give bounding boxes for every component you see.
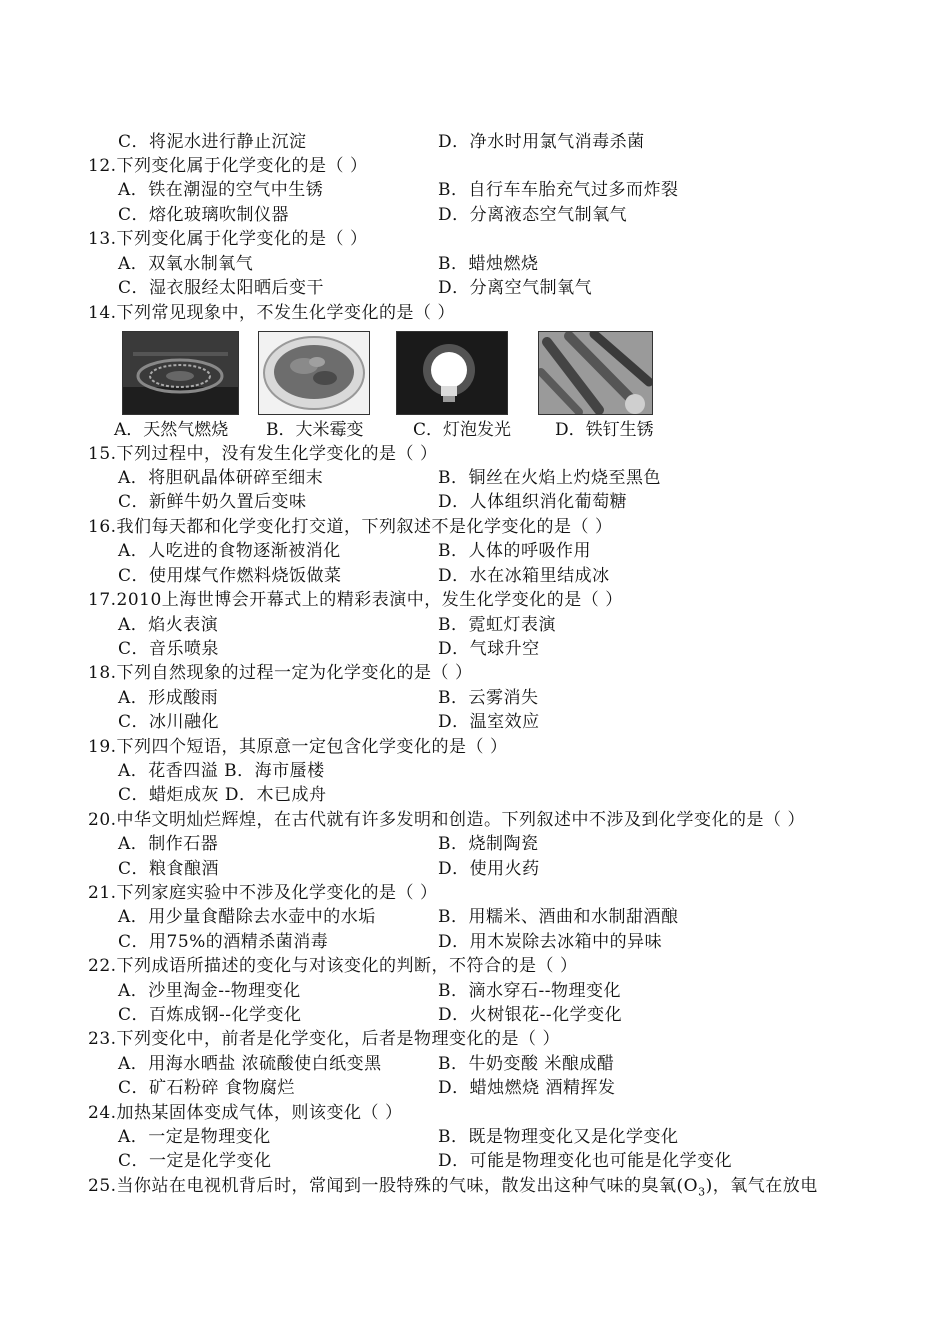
answer-option: A．一定是物理变化 <box>118 1127 271 1147</box>
answer-option: D．水在冰箱里结成冰 <box>438 566 610 586</box>
question-25 <box>88 1174 818 1204</box>
q14-option-b: B．大米霉变 <box>266 420 364 440</box>
answer-option: B．牛奶变酸 米酿成醋 <box>438 1054 615 1074</box>
answer-option: C．冰川融化 <box>118 712 220 732</box>
rusty-nails-icon <box>538 331 653 415</box>
answer-option: C．湿衣服经太阳晒后变干 <box>118 278 325 298</box>
q25-subscript: 3 <box>698 1185 706 1199</box>
answer-option: A．用海水晒盐 浓硫酸使白纸变黑 <box>118 1054 382 1074</box>
question-stem: 18.下列自然现象的过程一定为化学变化的是（ ） <box>88 663 473 683</box>
answer-option: A．双氧水制氧气 <box>118 254 254 274</box>
question-stem: 15.下列过程中，没有发生化学变化的是（ ） <box>88 444 438 464</box>
answer-option: A．沙里淘金--物理变化 <box>118 981 301 1001</box>
answer-option: A．制作石器 <box>118 834 219 854</box>
question-stem: 13.下列变化属于化学变化的是（ ） <box>88 229 368 249</box>
answer-option: C．使用煤气作燃料烧饭做菜 <box>118 566 342 586</box>
answer-option: A．铁在潮湿的空气中生锈 <box>118 180 324 200</box>
answer-option: B．铜丝在火焰上灼烧至黑色 <box>438 468 661 488</box>
answer-option: A．将胆矾晶体研碎至细末 <box>118 468 324 488</box>
answer-option: D．净水时用氯气消毒杀菌 <box>438 132 645 152</box>
q14-option-a: A．天然气燃烧 <box>114 420 229 440</box>
answer-option: C．百炼成钢--化学变化 <box>118 1005 302 1025</box>
answer-option: C．音乐喷泉 <box>118 639 220 659</box>
answer-option: A．用少量食醋除去水壶中的水垢 <box>118 907 376 927</box>
answer-option: B．既是物理变化又是化学变化 <box>438 1127 679 1147</box>
answer-option: D．火树银花--化学变化 <box>438 1005 623 1025</box>
question-stem: 24.加热某固体变成气体，则该变化（ ） <box>88 1103 403 1123</box>
light-bulb-icon <box>396 331 508 415</box>
question-stem: 20.中华文明灿烂辉煌，在古代就有许多发明和创造。下列叙述中不涉及到化学变化的是（ ） <box>88 810 805 830</box>
question-stem: 19.下列四个短语，其原意一定包含化学变化的是（ ） <box>88 737 508 757</box>
answer-option: B．云雾消失 <box>438 688 539 708</box>
answer-option: B．自行车车胎充气过多而炸裂 <box>438 180 679 200</box>
answer-option: C．矿石粉碎 食物腐烂 <box>118 1078 295 1098</box>
question-stem: 21.下列家庭实验中不涉及化学变化的是（ ） <box>88 883 438 903</box>
answer-option: D．人体组织消化葡萄糖 <box>438 492 628 512</box>
question-stem: 23.下列变化中，前者是化学变化，后者是物理变化的是（ ） <box>88 1029 560 1049</box>
answer-option: D．分离液态空气制氧气 <box>438 205 628 225</box>
answer-option: D．使用火药 <box>438 859 540 879</box>
answer-option: A．花香四溢 B．海市蜃楼 <box>118 761 325 781</box>
question-stem: 12.下列变化属于化学变化的是（ ） <box>88 156 368 176</box>
q14-option-c: C．灯泡发光 <box>413 420 512 440</box>
answer-option: C．用75%的酒精杀菌消毒 <box>118 932 329 952</box>
answer-option: D．分离空气制氧气 <box>438 278 593 298</box>
answer-option: B．蜡烛燃烧 <box>438 254 539 274</box>
answer-option: B．用糯米、酒曲和水制甜酒酿 <box>438 907 679 927</box>
answer-option: C．将泥水进行静止沉淀 <box>118 132 307 152</box>
answer-option: C．蜡炬成灰 D．木已成舟 <box>118 785 327 805</box>
answer-option: C．熔化玻璃吹制仪器 <box>118 205 290 225</box>
q25-text-before: 25.当你站在电视机背后时，常闻到一股特殊的气味，散发出这种气味的臭氧(O <box>88 1176 699 1196</box>
answer-option: B．霓虹灯表演 <box>438 615 556 635</box>
answer-option: D．温室效应 <box>438 712 540 732</box>
answer-option: D．可能是物理变化也可能是化学变化 <box>438 1151 733 1171</box>
question-stem: 22.下列成语所描述的变化与对该变化的判断，不符合的是（ ） <box>88 956 578 976</box>
answer-option: D．用木炭除去冰箱中的异味 <box>438 932 663 952</box>
question-stem: 16.我们每天都和化学变化打交道，下列叙述不是化学变化的是（ ） <box>88 517 613 537</box>
q25-text-after: )，氧气在放电 <box>705 1176 818 1196</box>
question-stem: 14.下列常见现象中，不发生化学变化的是（ ） <box>88 303 455 323</box>
answer-option: B．滴水穿石--物理变化 <box>438 981 621 1001</box>
q14-option-d: D．铁钉生锈 <box>555 420 654 440</box>
answer-option: D．气球升空 <box>438 639 540 659</box>
answer-option: B．烧制陶瓷 <box>438 834 539 854</box>
gas-stove-flame-icon <box>122 331 239 415</box>
answer-option: A．人吃进的食物逐渐被消化 <box>118 541 341 561</box>
answer-option: A．形成酸雨 <box>118 688 219 708</box>
question-stem: 17.2010上海世博会开幕式上的精彩表演中，发生化学变化的是（ ） <box>88 590 623 610</box>
answer-option: B．人体的呼吸作用 <box>438 541 591 561</box>
answer-option: D．蜡烛燃烧 酒精挥发 <box>438 1078 616 1098</box>
answer-option: C．一定是化学变化 <box>118 1151 272 1171</box>
answer-option: A．焰火表演 <box>118 615 219 635</box>
answer-option: C．新鲜牛奶久置后变味 <box>118 492 307 512</box>
answer-option: C．粮食酿酒 <box>118 859 220 879</box>
moldy-rice-icon <box>258 331 370 415</box>
